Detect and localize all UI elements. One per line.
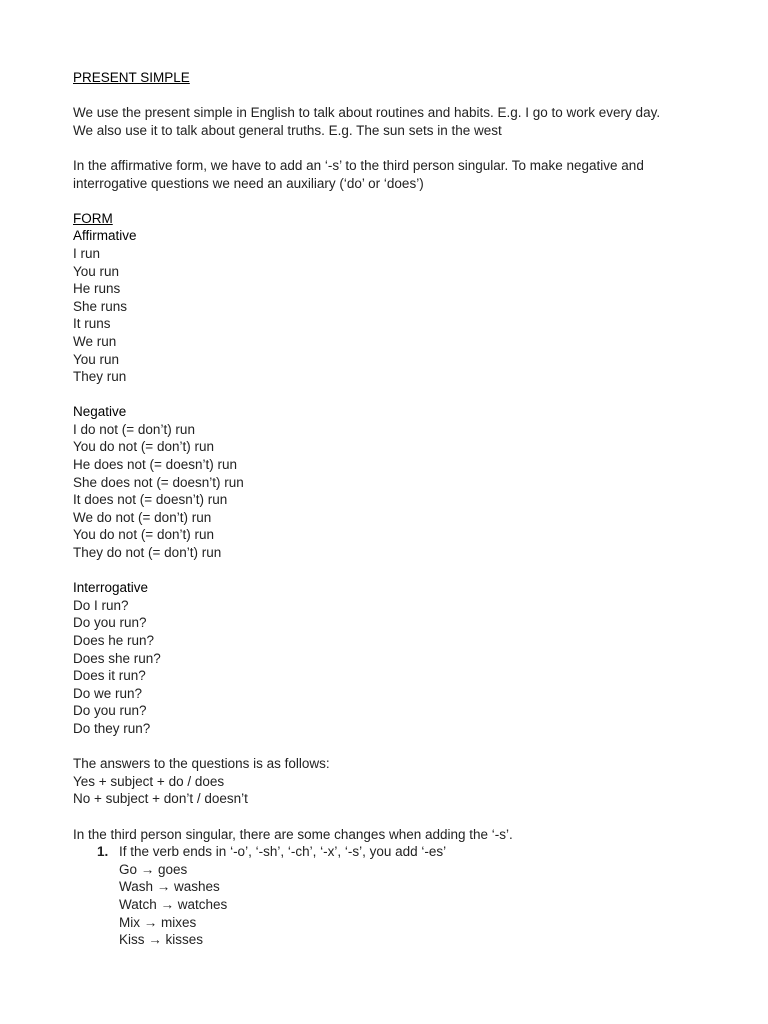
answers-no: No + subject + don’t / doesn’t (73, 791, 248, 807)
spacer (73, 87, 713, 105)
list-item (73, 843, 713, 861)
document-page (73, 69, 713, 949)
affirmative-line: I run (73, 245, 101, 261)
list-item-number: 1. (97, 844, 109, 860)
negative-line: I do not (= don’t) run (73, 421, 195, 437)
interrogative-line: Does she run? (73, 650, 161, 666)
answers-intro: The answers to the questions is as follows: (73, 756, 330, 772)
interrogative-line: Do you run? (73, 615, 147, 631)
example-line: Wash → washes (119, 879, 220, 895)
affirmative-line: It runs (73, 316, 111, 332)
negative-line: We do not (= don’t) run (73, 509, 212, 525)
interrogative-line: Does it run? (73, 668, 146, 684)
answers-yes: Yes + subject + do / does (73, 773, 225, 789)
interrogative-line: Do they run? (73, 720, 151, 736)
spacer (73, 808, 713, 826)
affirmative-line: They run (73, 369, 127, 385)
affirmative-line: He runs (73, 281, 121, 297)
example-line: Mix → mixes (119, 914, 197, 930)
spacer (73, 192, 713, 210)
negative-line: She does not (= doesn’t) run (73, 474, 244, 490)
negative-heading: Negative (73, 404, 127, 420)
negative-line: He does not (= doesn’t) run (73, 457, 237, 473)
interrogative-line: Do we run? (73, 685, 143, 701)
example-line: Kiss → kisses (119, 932, 204, 948)
affirmative-heading: Affirmative (73, 228, 137, 244)
affirmative-line: She runs (73, 298, 128, 314)
intro-line: We use the present simple in English to talk about routines and habits. E.g. I go to work every day. (73, 105, 661, 121)
negative-line: It does not (= doesn’t) run (73, 492, 228, 508)
negative-line: They do not (= don’t) run (73, 545, 222, 561)
spacer (73, 139, 713, 157)
affirmative-line: We run (73, 333, 117, 349)
rules-list (73, 843, 713, 949)
page-title: PRESENT SIMPLE (73, 70, 190, 85)
interrogative-line: Do you run? (73, 703, 147, 719)
affirmative-line: You run (73, 263, 120, 279)
example-line: Watch → watches (119, 896, 228, 912)
interrogative-line: Do I run? (73, 597, 129, 613)
third-person-intro: In the third person singular, there are some changes when adding the ‘-s’. (73, 826, 513, 842)
negative-line: You do not (= don’t) run (73, 439, 214, 455)
affirmative-note-line: interrogative questions we need an auxiliary (‘do’ or ‘does’) (73, 175, 424, 191)
spacer (73, 386, 713, 404)
negative-line: You do not (= don’t) run (73, 527, 214, 543)
form-label: FORM (73, 210, 113, 226)
list-item-rule: If the verb ends in ‘-o’, ‘-sh’, ‘-ch’, ‘-x’, ‘-s’, you add ‘-es’ (119, 844, 447, 860)
interrogative-heading: Interrogative (73, 580, 149, 596)
spacer (73, 738, 713, 756)
example-line: Go → goes (119, 861, 188, 877)
spacer (73, 562, 713, 580)
interrogative-line: Does he run? (73, 633, 155, 648)
affirmative-note-line: In the affirmative form, we have to add an ‘-s’ to the third person singular. To make negative and (73, 157, 644, 173)
intro-line: We also use it to talk about general truths. E.g. The sun sets in the west (73, 122, 502, 138)
affirmative-line: You run (73, 351, 120, 367)
